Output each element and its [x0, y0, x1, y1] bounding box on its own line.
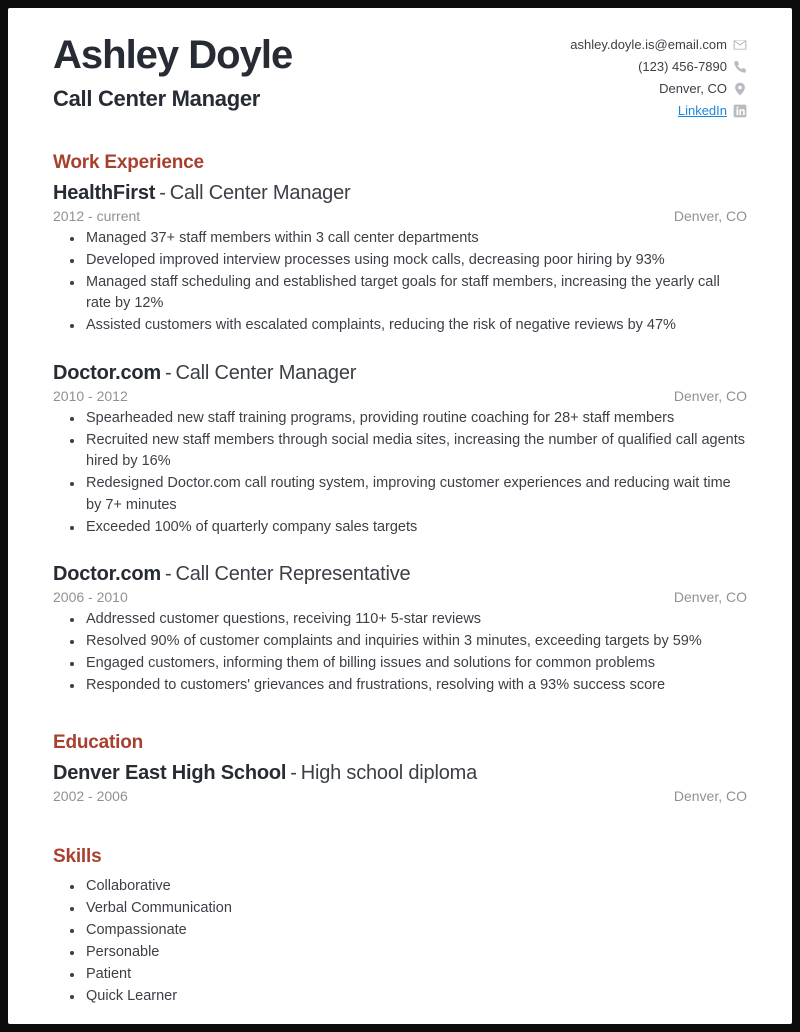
contact-location — [659, 81, 747, 96]
person-name: Ashley Doyle — [53, 33, 293, 77]
phone-text: (123) 456-7890 — [638, 59, 727, 74]
job-meta — [53, 208, 747, 224]
identity-block — [53, 34, 292, 112]
title-separator: - — [165, 361, 172, 384]
job-bullet: • Developed improved interview processes using mock calls, decreasing poor hiring by 93% — [84, 250, 747, 272]
person-title: Call Center Manager — [53, 86, 261, 111]
job-meta — [53, 388, 747, 404]
company-name: Doctor.com — [53, 563, 162, 586]
job-role: Call Center Manager — [175, 361, 357, 384]
job-entry — [53, 361, 747, 539]
phone-icon — [733, 60, 747, 74]
job-dates: 2010 - 2012 — [53, 387, 128, 404]
job-bullet: • Resolved 90% of customer complaints and inquiries within 3 minutes, exceeding targets by 59% — [84, 631, 747, 653]
title-separator: - — [165, 563, 172, 586]
linkedin-icon — [733, 104, 747, 118]
contact-phone — [638, 59, 747, 74]
skill-item: • Quick Learner — [84, 985, 747, 1007]
contact-block — [570, 34, 747, 118]
contact-email — [570, 37, 747, 52]
job-bullet: • Managed 37+ staff members within 3 call center departments — [84, 228, 747, 250]
skill-item: • Personable — [84, 941, 747, 963]
map-pin-icon — [733, 82, 747, 96]
school-name: Denver East High School — [53, 762, 287, 785]
location-text: Denver, CO — [659, 81, 727, 96]
education-location: Denver, CO — [673, 788, 747, 805]
job-title-line — [53, 181, 747, 205]
email-text: ashley.doyle.is@email.com — [570, 37, 727, 52]
skill-item: • Compassionate — [84, 919, 747, 941]
title-separator: - — [290, 762, 297, 785]
job-bullet: • Recruited new staff members through social media sites, increasing the number of qualified call agents hired by 16% — [84, 430, 747, 474]
job-title-line — [53, 562, 747, 586]
envelope-icon — [733, 38, 747, 52]
skill-item: • Verbal Communication — [84, 897, 747, 919]
skill-item: • Patient — [84, 963, 747, 985]
job-entry — [53, 562, 747, 696]
title-separator: - — [159, 182, 166, 204]
job-bullet: • Responded to customers' grievances and frustrations, resolving with a 93% success score — [84, 675, 747, 697]
skills-list — [53, 875, 747, 1007]
section-skills — [53, 846, 747, 1007]
job-entry — [53, 181, 747, 337]
company-name: HealthFirst — [53, 182, 156, 204]
job-bullet-list — [53, 609, 747, 696]
job-bullet: • Engaged customers, informing them of billing issues and solutions for common problems — [84, 653, 747, 675]
job-role: Call Center Manager — [169, 182, 351, 204]
job-bullet-list — [53, 228, 747, 337]
job-meta — [53, 589, 747, 605]
skills-heading: Skills — [53, 846, 102, 868]
job-bullet: • Exceeded 100% of quarterly company sales targets — [84, 517, 747, 539]
skill-item: • Collaborative — [84, 875, 747, 897]
job-dates: 2012 - current — [53, 208, 141, 224]
job-location: Denver, CO — [673, 589, 747, 606]
education-meta — [53, 788, 747, 804]
education-dates: 2002 - 2006 — [53, 788, 128, 805]
section-work-experience — [53, 152, 747, 696]
degree-name: High school diploma — [300, 762, 478, 785]
job-location: Denver, CO — [673, 387, 747, 404]
resume-header — [53, 34, 747, 118]
job-bullet: • Spearheaded new staff training programs, providing routine coaching for 28+ staff members — [84, 408, 747, 430]
work-experience-heading: Work Experience — [53, 152, 204, 173]
section-education — [53, 732, 747, 804]
job-title-line — [53, 361, 747, 385]
job-bullet: • Assisted customers with escalated complaints, reducing the risk of negative reviews by 47% — [84, 315, 747, 337]
job-role: Call Center Representative — [175, 563, 411, 586]
linkedin-link[interactable]: LinkedIn — [677, 103, 727, 118]
contact-linkedin — [678, 103, 747, 118]
education-heading: Education — [53, 732, 144, 754]
company-name: Doctor.com — [53, 361, 162, 384]
job-dates: 2006 - 2010 — [53, 589, 128, 606]
job-bullet: • Addressed customer questions, receiving 110+ 5-star reviews — [84, 609, 747, 631]
job-bullet-list — [53, 408, 747, 539]
education-entry — [53, 761, 747, 804]
job-bullet: • Redesigned Doctor.com call routing system, improving customer experiences and reducing wait time by 7+ minutes — [84, 473, 747, 517]
education-title-line — [53, 761, 747, 785]
job-bullet: • Managed staff scheduling and established target goals for staff members, increasing the yearly call rate by 12% — [84, 272, 747, 316]
job-location: Denver, CO — [673, 208, 747, 224]
